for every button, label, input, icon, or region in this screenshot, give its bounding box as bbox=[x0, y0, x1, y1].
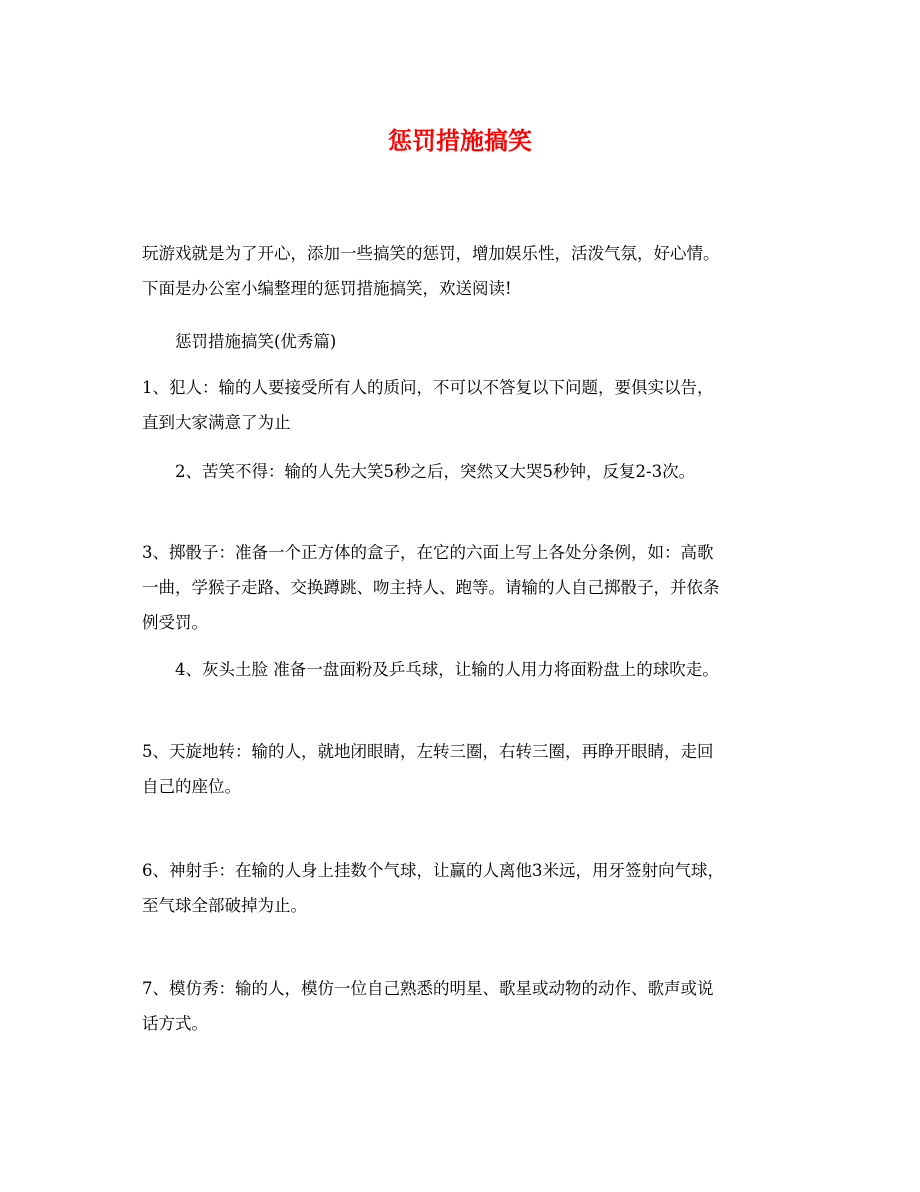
section-subtitle-block bbox=[142, 324, 778, 359]
list-item-line: 1、犯人：输的人要接受所有人的质问，不可以不答复以下问题，要俱实以告， bbox=[142, 378, 714, 397]
list-item bbox=[142, 454, 778, 489]
list-item-line: 自己的座位。 bbox=[142, 777, 241, 796]
list-item-line: 2、苦笑不得：输的人先大笑5秒之后，突然又大哭5秒钟，反复2-3次。 bbox=[175, 462, 696, 481]
list-item-line: 5、天旋地转：输的人，就地闭眼睛，左转三圈，右转三圈，再睁开眼睛，走回 bbox=[142, 742, 714, 761]
page-title: 惩罚措施搞笑 bbox=[388, 127, 532, 155]
list-item-line: 4、灰头土脸 准备一盘面粉及乒乓球，让输的人用力将面粉盘上的球吹走。 bbox=[175, 660, 719, 679]
list-item bbox=[142, 652, 778, 687]
list-item-line: 3、掷骰子：准备一个正方体的盒子，在它的六面上写上各处分条例，如：高歌 bbox=[142, 543, 714, 562]
intro-paragraph bbox=[142, 236, 778, 306]
list-item-line: 至气球全部破掉为止。 bbox=[142, 896, 307, 915]
list-item bbox=[142, 535, 778, 640]
list-item-line: 7、模仿秀：输的人，模仿一位自己熟悉的明星、歌星或动物的动作、歌声或说 bbox=[142, 979, 714, 998]
list-item-line: 直到大家满意了为止 bbox=[142, 413, 291, 432]
list-item-line: 话方式。 bbox=[142, 1014, 208, 1033]
list-item bbox=[142, 971, 778, 1041]
list-item bbox=[142, 853, 778, 923]
section-subtitle: 惩罚措施搞笑(优秀篇) bbox=[175, 332, 337, 351]
list-item-line: 例受罚。 bbox=[142, 613, 208, 632]
list-item bbox=[142, 734, 778, 804]
intro-line: 下面是办公室小编整理的惩罚措施搞笑，欢送阅读! bbox=[142, 279, 512, 298]
list-item-line: 一曲，学猴子走路、交换蹲跳、吻主持人、跑等。请输的人自己掷骰子，并依条 bbox=[142, 578, 720, 597]
list-item bbox=[142, 370, 778, 440]
intro-line: 玩游戏就是为了开心，添加一些搞笑的惩罚，增加娱乐性，活泼气氛，好心情。 bbox=[142, 244, 720, 263]
list-item-line: 6、神射手：在输的人身上挂数个气球，让赢的人离他3米远，用牙签射向气球， bbox=[142, 861, 724, 880]
